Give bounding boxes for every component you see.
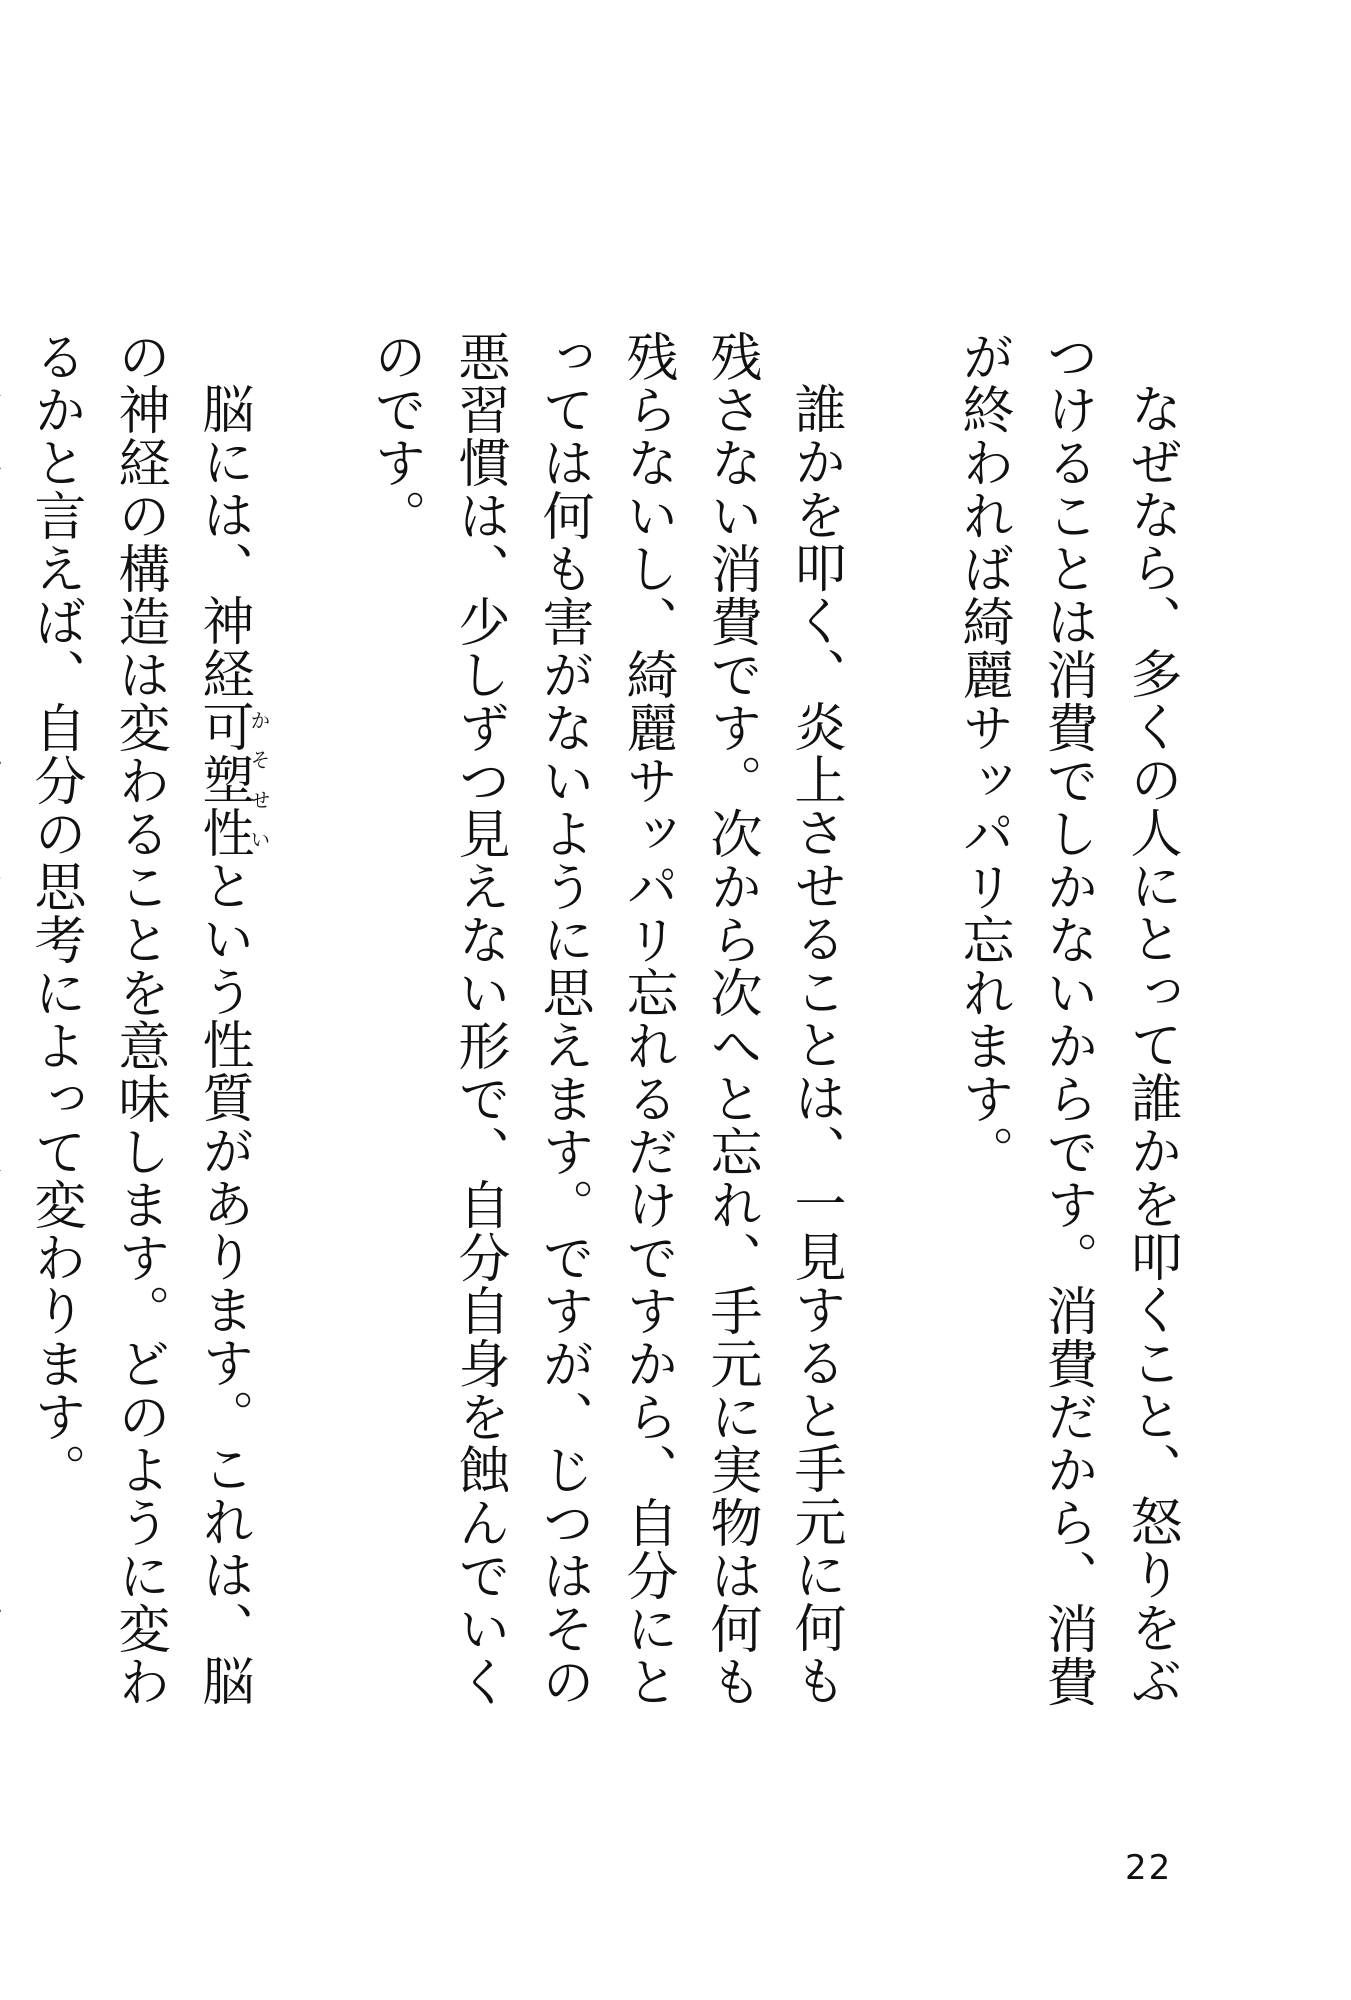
- paragraph-4: [0, 330, 13, 1750]
- ruby-word: [193, 700, 271, 859]
- ruby-base: 可塑性: [193, 700, 253, 859]
- paragraph-1: なぜなら、多くの人にとって誰かを叩くこと、怒りをぶつけることは消費でしかないからです。消費だから、消費が終われば綺麗サッパリ忘れます。: [953, 330, 1181, 1708]
- paragraph-3: [13, 330, 269, 1750]
- paragraph-3-end: という性質があります。これは、脳の神経の構造は変わることを意味します。どのように変わるかと言えば、自分の思考によって変わります。: [25, 330, 253, 1708]
- paragraph-2: 誰かを叩く、炎上させることは、一見すると手元に何も残さない消費です。次から次へと忘れ、手元に実物は何も残らないし、綺麗サッパリ忘れるだけですから、自分にとっては何も害がないように思えます。ですが、じつはその悪習慣は、少しずつ見えない形で、自分自身を蝕んでいくのです。: [365, 330, 845, 1708]
- paragraph-3-start: 脳には、神経: [193, 382, 253, 700]
- ruby-reading: かそせい: [247, 700, 271, 859]
- vertical-text-body: [0, 330, 1193, 1750]
- paragraph-gap: [269, 330, 353, 1750]
- paragraph-gap: [857, 330, 941, 1750]
- page-number: 22: [1125, 1848, 1173, 1888]
